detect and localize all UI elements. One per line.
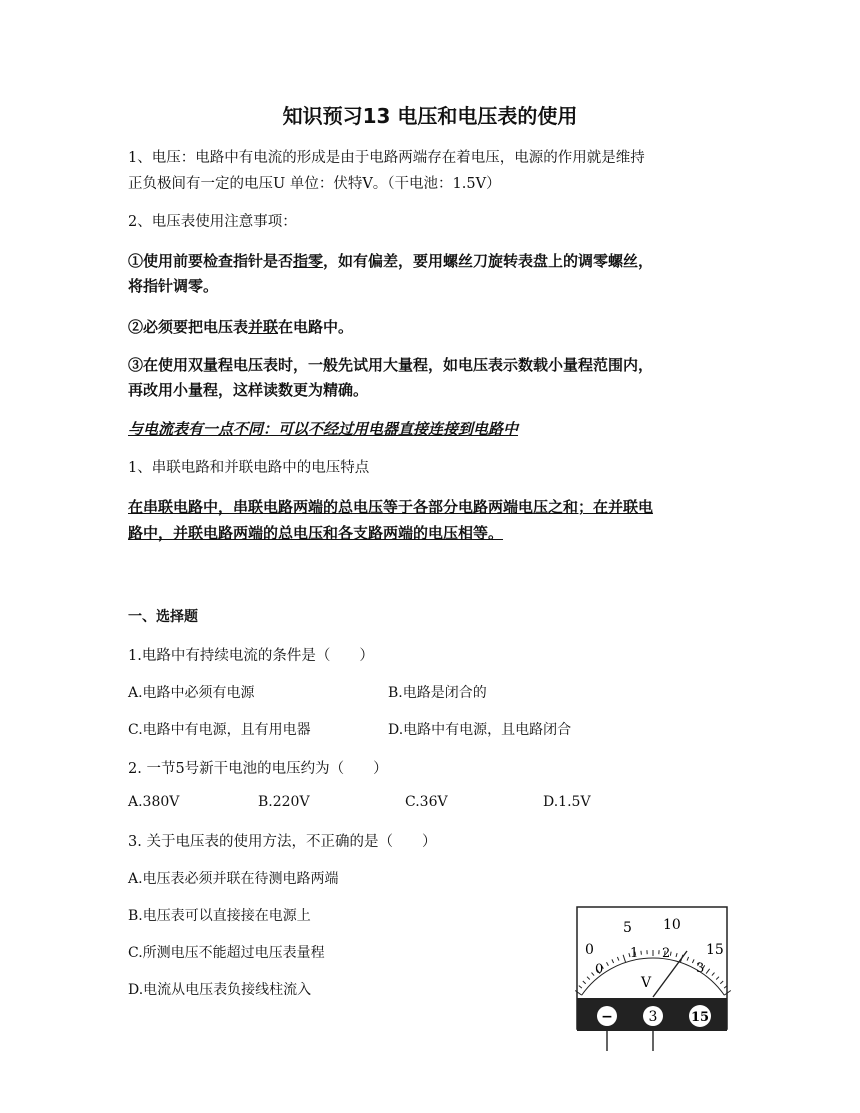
voltage-definition-line1: 1、电压：电路中有电流的形成是由于电路两端存在着电压，电源的作用就是维持 (128, 150, 645, 166)
note-2-text-b: 在电路中。 (278, 318, 354, 336)
question-1-option-d: D.电路中有电源，且电路闭合 (388, 722, 572, 738)
meter-tick (716, 977, 719, 980)
question-1-option-a: A.电路中必须有电源 (128, 685, 255, 701)
meter-tick (587, 977, 590, 980)
series-parallel-rule-line1: 在串联电路中，串联电路两端的总电压等于各部分电路两端电压之和；在并联电 (128, 498, 654, 516)
meter-tick (623, 955, 626, 963)
series-parallel-heading: 1、串联电路和并联电路中的电压特点 (128, 460, 370, 476)
meter-terminal-negative-label: − (601, 1009, 613, 1025)
note-2-text-a: ②必须要把电压表 (128, 318, 249, 336)
page-title: 知识预习13 电压和电压表的使用 (282, 104, 578, 128)
meter-outer-label-0: 0 (585, 942, 594, 958)
question-3-option-d: D.电流从电压表负接线柱流入 (128, 982, 312, 998)
note-1-text-a: ①使用前要检查指针是否 (128, 252, 294, 270)
question-1-option-b: B.电路是闭合的 (388, 685, 487, 701)
question-3-option-c: C.所测电压不能超过电压表量程 (128, 945, 325, 961)
question-2-stem: 2. 一节5号新干电池的电压约为（ ） (128, 761, 388, 777)
meter-inner-label-1: 1 (630, 946, 639, 961)
note-1-text-b: ，如有偏差，要用螺丝刀旋转表盘上的调零螺丝， (323, 252, 654, 270)
note-1-line2: 将指针调零。 (128, 277, 219, 295)
meter-tick (670, 952, 671, 956)
difference-note: 与电流表有一点不同：可以不经过用电器直接连接到电路中 (128, 420, 519, 438)
meter-tick (607, 962, 609, 966)
meter-unit-symbol: V (641, 975, 652, 991)
note-3-line2: 再改用小量程，这样读数更为精确。 (128, 381, 369, 399)
meter-tick (692, 959, 694, 963)
question-1-stem: 1.电路中有持续电流的条件是（ ） (128, 648, 374, 664)
meter-tick (706, 969, 710, 974)
meter-outer-label-10: 10 (663, 917, 681, 933)
note-1-underlined: 指零 (293, 252, 324, 270)
note-3-line1: ③在使用双量程电压表时，一般先试用大量程，如电压表示数载小量程范围内， (128, 356, 654, 374)
meter-tick (676, 953, 677, 957)
voltage-definition-line2: 正负极间有一定的电压U 单位：伏特V。（干电池：1.5V） (128, 176, 501, 192)
meter-outer-label-15: 15 (706, 942, 724, 958)
question-1-option-c: C.电路中有电源，且有用电器 (128, 722, 311, 738)
question-2-option-a: A.380V (128, 794, 180, 810)
meter-outer-label-5: 5 (623, 920, 632, 936)
section-title: 一、选择题 (128, 609, 198, 625)
meter-tick (583, 981, 586, 984)
meter-tick (575, 991, 582, 996)
meter-tick (617, 957, 619, 961)
meter-tick (579, 986, 582, 989)
question-3-stem: 3. 关于电压表的使用方法，不正确的是（ ） (128, 834, 437, 850)
meter-terminal-15v-label: 15 (690, 1010, 710, 1025)
question-3-option-b: B.电压表可以直接接在电源上 (128, 908, 311, 924)
note-2-underlined: 并联 (248, 318, 279, 336)
question-2-option-d: D.1.5V (543, 794, 591, 810)
meter-inner-label-2: 2 (662, 946, 671, 961)
meter-tick (641, 951, 642, 955)
notes-heading: 2、电压表使用注意事项： (128, 214, 297, 230)
question-2-option-c: C.36V (405, 794, 448, 810)
meter-tick (720, 981, 723, 984)
voltmeter-figure (575, 905, 735, 1055)
meter-tick (687, 957, 689, 961)
note-2 (128, 315, 353, 340)
question-2-option-b: B.220V (258, 794, 310, 810)
meter-tick (712, 973, 715, 976)
meter-inner-label-3: 3 (696, 961, 705, 976)
meter-tick (612, 959, 614, 963)
meter-inner-label-0: 0 (595, 962, 604, 977)
meter-tick (592, 973, 595, 976)
meter-terminal-3v-label: 3 (648, 1009, 658, 1025)
question-3-option-a: A.电压表必须并联在待测电路两端 (128, 871, 339, 887)
series-parallel-rule-line2: 路中，并联电路两端的总电压和各支路两端的电压相等。 (128, 524, 504, 542)
note-1-line1 (128, 249, 653, 274)
